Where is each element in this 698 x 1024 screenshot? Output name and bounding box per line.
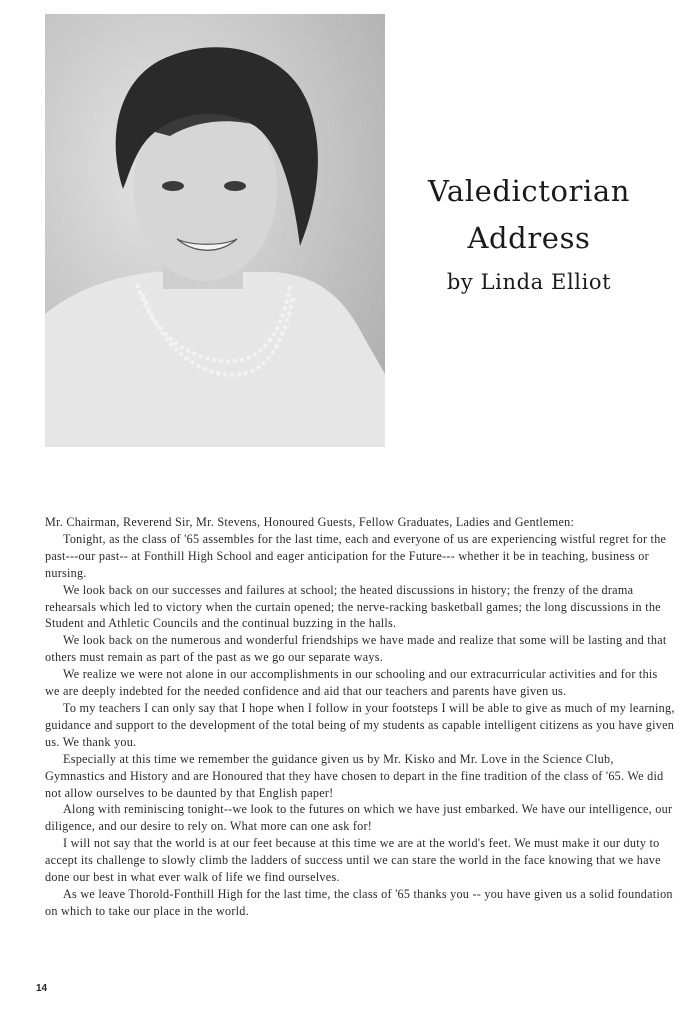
speech-paragraph: Tonight, as the class of '65 assembles for the last time, each and everyone of us are experiencing wistful regret for the past---our past-- at Fonthill High School and eager anticipation for the Future--- whether it be in teaching, business or nursing. <box>45 531 667 580</box>
speech-paragraph: Along with reminiscing tonight--we look to the futures on which we have just embarked. We have our intelligence, our diligence, and our desire to rely on. What more can one ask for! <box>45 802 673 834</box>
speech-paragraph: As we leave Thorold-Fonthill High for the last time, the class of '65 thanks you -- you have given us a solid foundation on which to take our place in the world. <box>45 886 673 918</box>
speech-paragraph: We realize we were not alone in our accomplishments in our schooling and our extracurricular activities and for this we are deeply indebted for the needed confidence and aid that our teachers and parents have given us. <box>45 667 658 699</box>
portrait-illustration <box>45 14 385 447</box>
author-byline: by Linda Elliot <box>446 270 612 294</box>
speech-paragraph: We look back on our successes and failures at school; the heated discussions in history; the frenzy of the drama rehearsals which led to victory when the curtain opened; the nerve-racking basketball games; the long discussions in the Student and Athletic Councils and the continual buzzing in the halls. <box>45 582 661 631</box>
speech-text <box>45 514 675 920</box>
title-address: Address <box>467 221 591 255</box>
title-valedictorian: Valedictorian <box>427 174 631 208</box>
portrait-photo <box>45 14 385 447</box>
speech-paragraph: I will not say that the world is at our feet because at this time we are at the world's feet. We must make it our duty to accept its challenge to slowly climb the ladders of success until we can stare the world in the face knowing that we have done our best in what ever walk of life we find ourselves. <box>45 836 661 885</box>
salutation-paragraph: Mr. Chairman, Reverend Sir, Mr. Stevens, Honoured Guests, Fellow Graduates, Ladies and Gentlemen: <box>45 515 575 529</box>
speech-paragraph: We look back on the numerous and wonderful friendships we have made and realize that some will be lasting and that others must remain as part of the past as we go our separate ways. <box>45 633 667 665</box>
title-block <box>400 168 658 300</box>
speech-paragraph: Especially at this time we remember the guidance given us by Mr. Kisko and Mr. Love in the Science Club, Gymnastics and History and are Honoured that they have chosen to depart in the fine tradition of the class of '65. We did not allow ourselves to be daunted by that English paper! <box>45 751 664 800</box>
page-number: 14 <box>36 983 48 994</box>
speech-paragraph: To my teachers I can only say that I hope when I follow in your footsteps I will be able to give as much of my learning, guidance and support to the development of the total being of my students as capable intelligent citizens as you have given us. We thank you. <box>45 700 675 749</box>
